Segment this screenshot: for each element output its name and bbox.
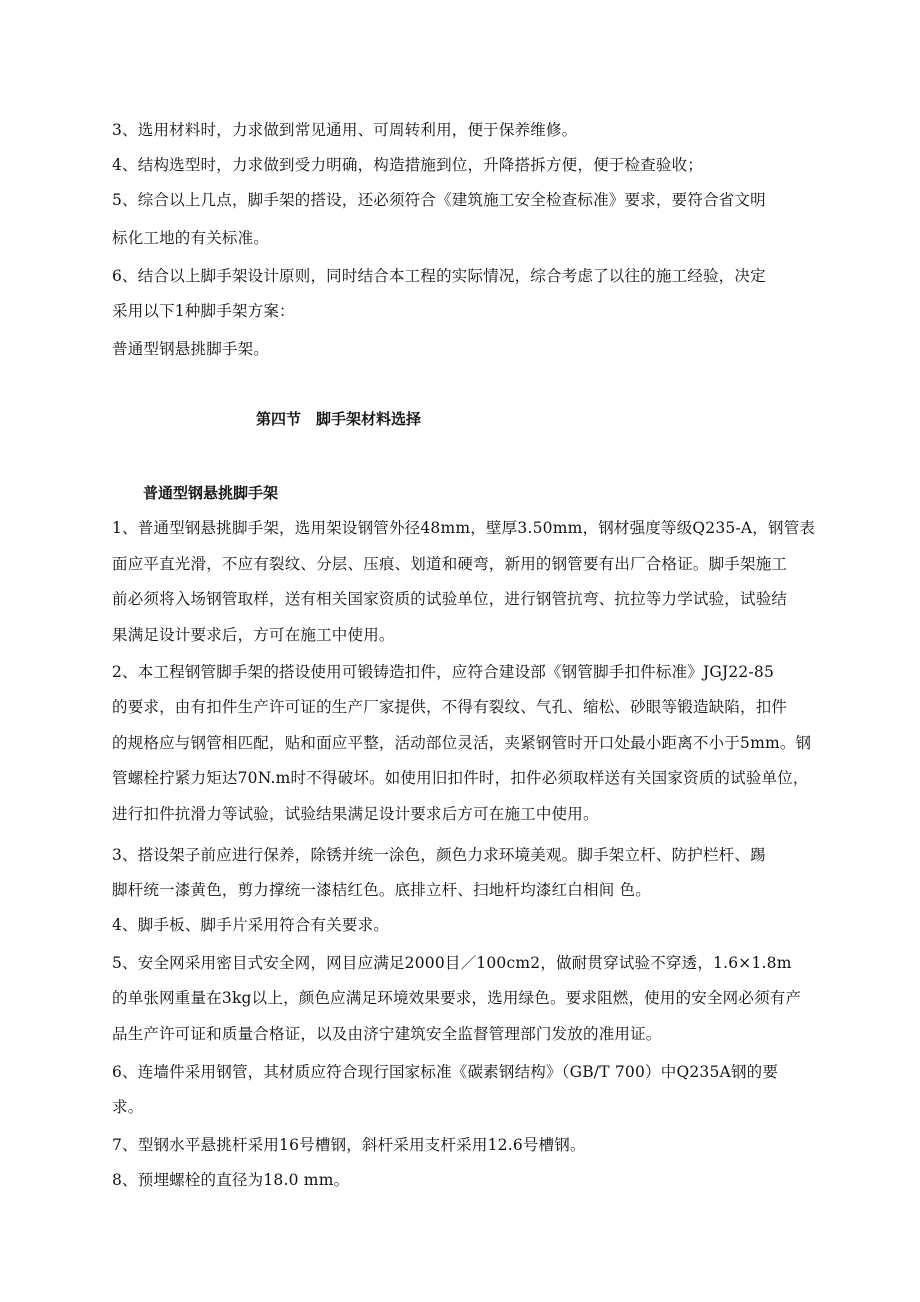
paragraph-line: 3、选用材料时，力求做到常见通用、可周转利用，便于保养维修。: [112, 121, 578, 139]
paragraph-line: 脚杆统一漆黄色，剪力撑统一漆桔红色。底排立杆、扫地杆均漆红白相间 色。: [112, 881, 651, 899]
paragraph-line: 管螺栓拧紧力矩达70N.m时不得破坏。如使用旧扣件时，扣件必须取样送有关国家资质的试验单位，: [112, 769, 809, 787]
paragraph-line: 7、型钢水平悬挑杆采用16号槽钢，斜杆采用支杆采用12.6号槽钢。: [112, 1136, 586, 1154]
paragraph-line: 进行扣件抗滑力等试验，试验结果满足设计要求后方可在施工中使用。: [112, 805, 599, 823]
paragraph-line: 3、搭设架子前应进行保养，除锈并统一涂色，颜色力求环境美观。脚手架立杆、防护栏杆、踢: [112, 846, 766, 864]
paragraph-line: 4、脚手板、脚手片采用符合有关要求。: [112, 916, 389, 934]
paragraph-line: 6、连墙件采用钢管，其材质应符合现行国家标准《碳素钢结构》（GB/T 700）中Q235A钢的要: [112, 1063, 779, 1081]
paragraph-line: 2、本工程钢管脚手架的搭设使用可锻铸造扣件，应符合建设部《钢管脚手扣件标准》JGJ22-85: [112, 663, 775, 681]
paragraph-line: 5、综合以上几点，脚手架的搭设，还必须符合《建筑施工安全检查标准》要求，要符合省文明: [112, 191, 766, 209]
paragraph-line: 标化工地的有关标准。: [112, 229, 270, 247]
paragraph-line: 1、普通型钢悬挑脚手架，选用架设钢管外径48mm，壁厚3.50mm，钢材强度等级Q235-A，钢管表: [112, 519, 816, 537]
paragraph-line: 5、安全网采用密目式安全网，网目应满足2000目／100cm2，做耐贯穿试验不穿透，1.6×1.8m: [112, 954, 792, 972]
paragraph-line: 果满足设计要求后，方可在施工中使用。: [112, 626, 395, 644]
paragraph-line: 的规格应与钢管相匹配，贴和面应平整，活动部位灵活，夹紧钢管时开口处最小距离不小于5mm。钢: [112, 734, 812, 752]
paragraph-line: 8、预埋螺栓的直径为18.0 mm。: [112, 1171, 350, 1189]
paragraph-line: 品生产许可证和质量合格证，以及由济宁建筑安全监督管理部门发放的准用证。: [112, 1025, 662, 1043]
paragraph-line: 求。: [112, 1098, 144, 1116]
paragraph-line: 面应平直光滑，不应有裂纹、分层、压痕、划道和硬弯，新用的钢管要有出厂合格证。脚手架施工: [112, 555, 788, 573]
paragraph-line: 的单张网重量在3kg以上，颜色应满足环境效果要求，选用绿色。要求阻燃，使用的安全网必须有产: [112, 989, 802, 1007]
paragraph-line: 4、结构选型时，力求做到受力明确，构造措施到位，升降搭拆方便，便于检查验收；: [112, 156, 703, 174]
paragraph-line: 采用以下1种脚手架方案：: [112, 302, 295, 320]
subsection-title: 普通型钢悬挑脚手架: [143, 484, 279, 502]
paragraph-line: 6、结合以上脚手架设计原则，同时结合本工程的实际情况，综合考虑了以往的施工经验，决定: [112, 267, 766, 285]
section-title: 第四节 脚手架材料选择: [256, 410, 422, 428]
paragraph-line: 的要求，由有扣件生产许可证的生产厂家提供，不得有裂纹、气孔、缩松、砂眼等锻造缺陷，扣件: [112, 698, 788, 716]
paragraph-line: 普通型钢悬挑脚手架。: [112, 340, 270, 358]
paragraph-line: 前必须将入场钢管取样，送有相关国家资质的试验单位，进行钢管抗弯、抗拉等力学试验，试验结: [112, 590, 788, 608]
